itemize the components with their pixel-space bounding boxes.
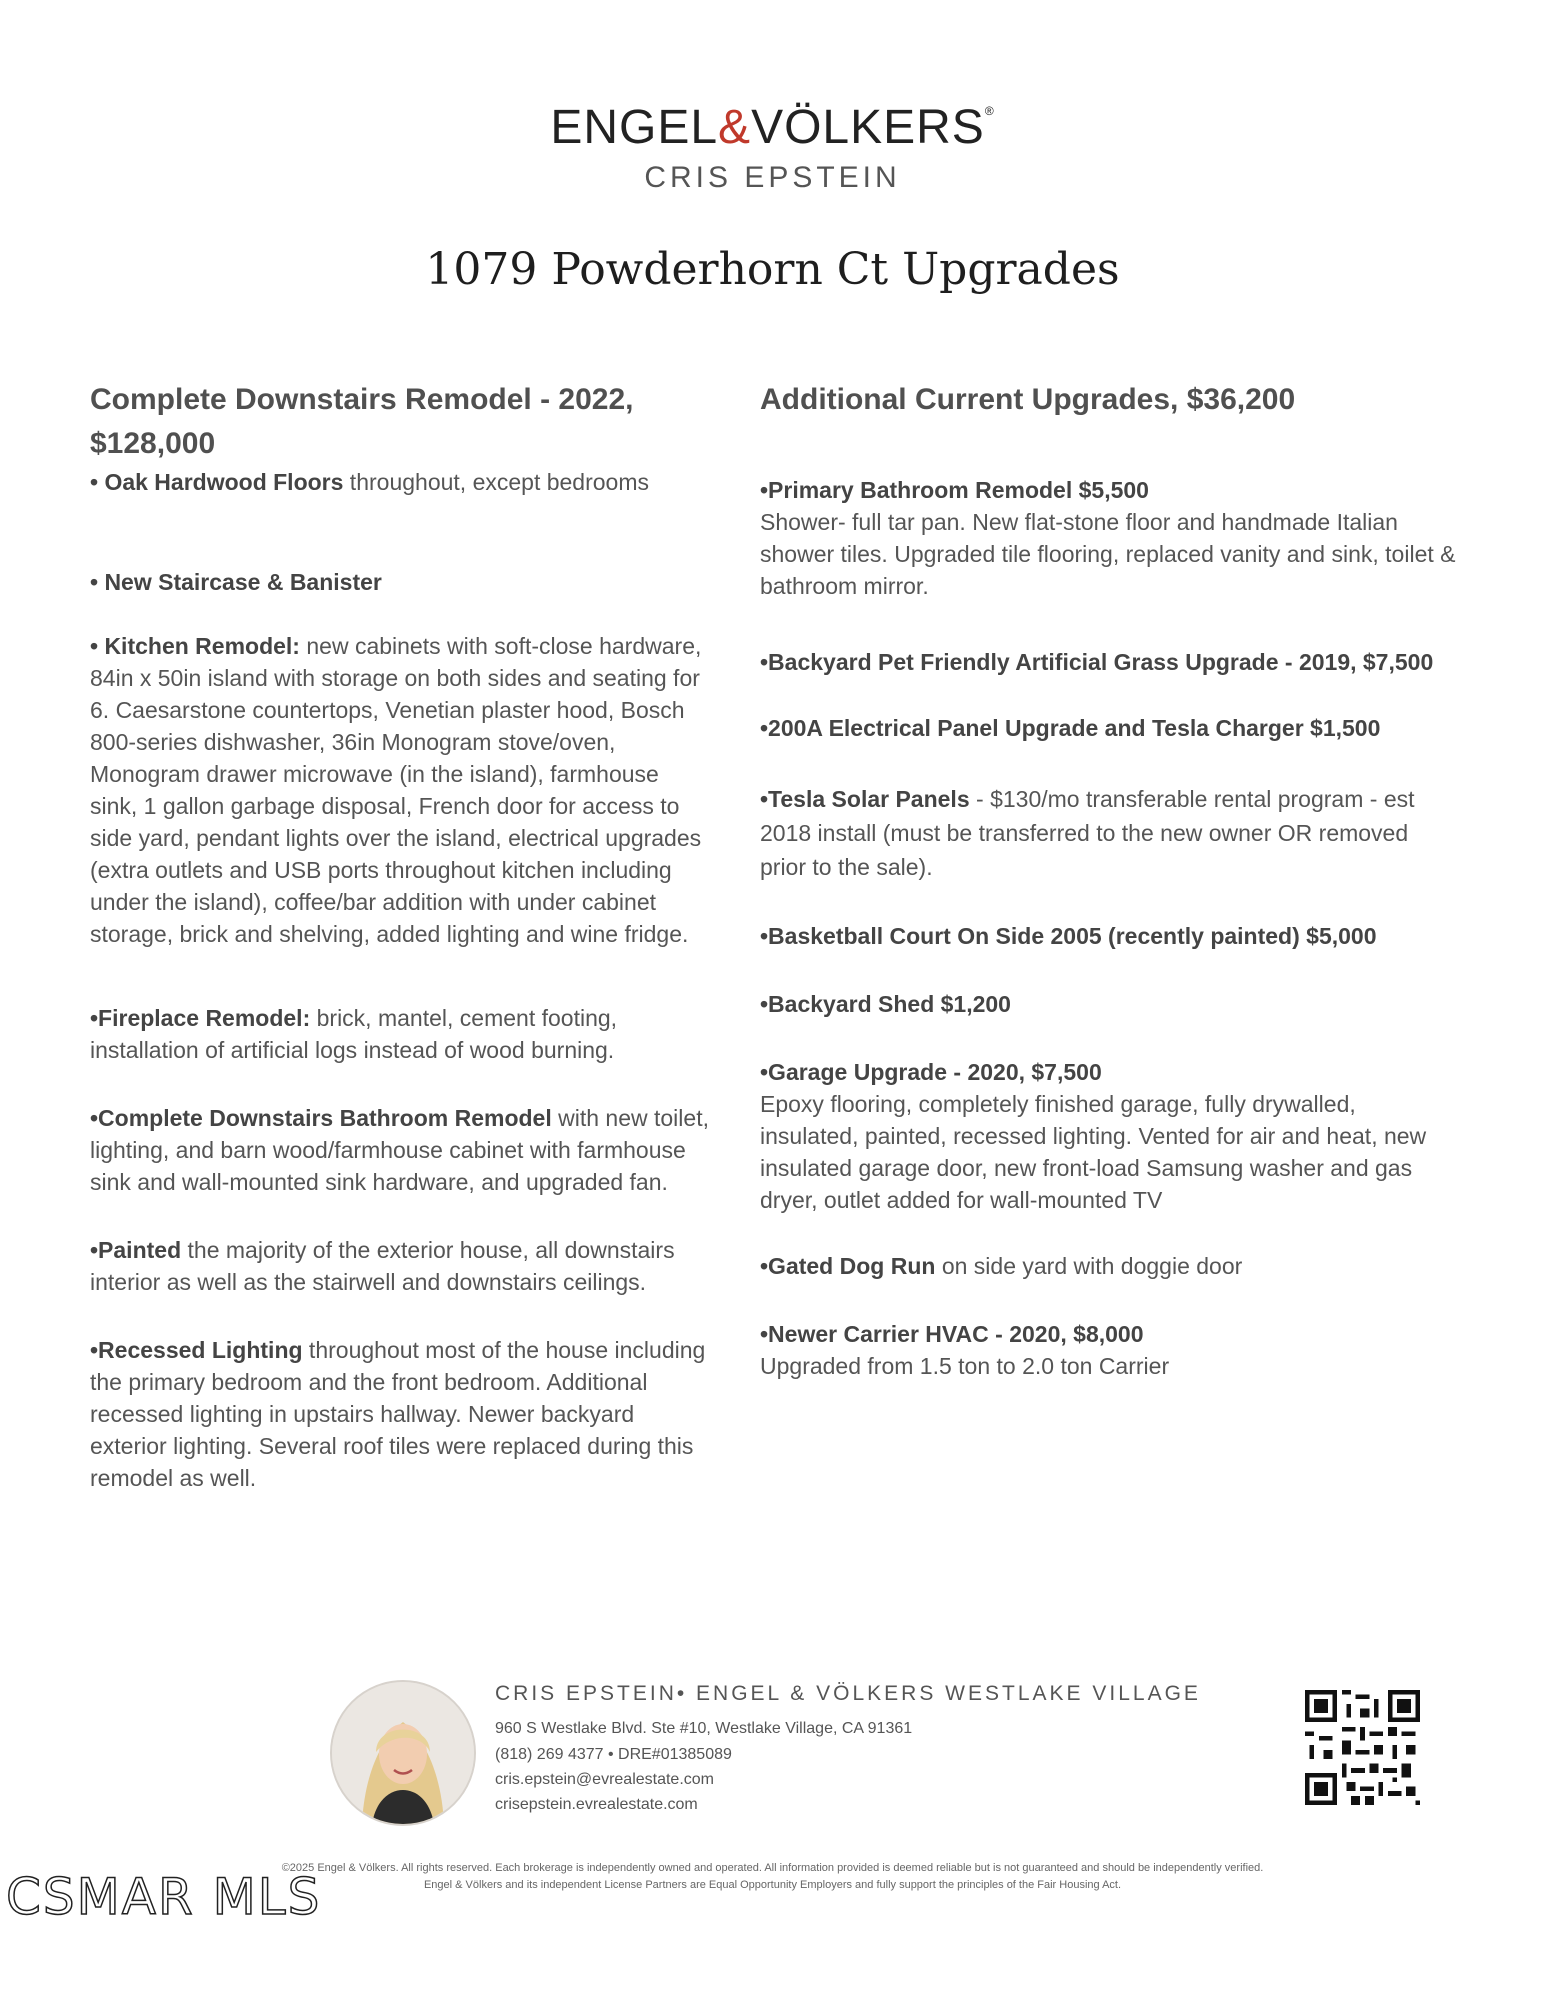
agent-footer bbox=[330, 1680, 1430, 1830]
footer-email[interactable]: cris.epstein@evrealestate.com bbox=[495, 1771, 714, 1788]
item-title: •Backyard Shed $1,200 bbox=[760, 991, 1011, 1017]
item-title: •Newer Carrier HVAC - 2020, $8,000 bbox=[760, 1321, 1144, 1347]
item-text: brick, mantel, cement footing, installation of artificial logs instead of wood burning. bbox=[90, 1005, 618, 1063]
item-title: •Basketball Court On Side 2005 (recently painted) $5,000 bbox=[760, 923, 1377, 949]
item-title: •Tesla Solar Panels bbox=[760, 786, 970, 812]
item-description: Epoxy flooring, completely finished garage, fully drywalled, insulated, painted, recessed lighting. Vented for air and heat, new insulated garage door, new front-load Samsung washer and gas dryer, outlet added for wall-mounted TV bbox=[760, 1091, 1427, 1213]
item-title: •Fireplace Remodel: bbox=[90, 1005, 311, 1031]
item-text: the majority of the exterior house, all downstairs interior as well as the stairwell and downstairs ceilings. bbox=[90, 1237, 675, 1295]
list-item bbox=[760, 1056, 1460, 1216]
list-item bbox=[760, 1318, 1460, 1382]
brand-header bbox=[0, 100, 1545, 195]
avatar-portrait-icon bbox=[332, 1682, 474, 1824]
item-title: •200A Electrical Panel Upgrade and Tesla Charger $1,500 bbox=[760, 715, 1381, 741]
right-heading: Additional Current Upgrades, $36,200 bbox=[760, 383, 1296, 416]
left-heading: Complete Downstairs Remodel - 2022, $128,000 bbox=[90, 383, 634, 460]
legal-line-2: Engel & Völkers and its independent License Partners are Equal Opportunity Employers and fully support the principles of the Fair Housing Act. bbox=[423, 1879, 1122, 1891]
footer-address: 960 S Westlake Blvd. Ste #10, Westlake Village, CA 91361 bbox=[495, 1720, 913, 1737]
item-title: •Complete Downstairs Bathroom Remodel bbox=[90, 1105, 552, 1131]
footer-agent-brokerage: CRIS EPSTEIN• ENGEL & VÖLKERS WESTLAKE VILLAGE bbox=[495, 1682, 1201, 1705]
list-item bbox=[760, 644, 1460, 680]
legal-line-1: ©2025 Engel & Völkers. All rights reserved. Each brokerage is independently owned and operated. All information provided is deemed reliable but is not guaranteed and should be independently verified. bbox=[281, 1862, 1264, 1874]
list-item bbox=[90, 630, 710, 950]
right-column bbox=[760, 378, 1460, 1382]
footer-website[interactable]: crisepstein.evrealestate.com bbox=[495, 1796, 698, 1813]
item-text: throughout most of the house including the primary bedroom and the front bedroom. Additional recessed lighting in upstairs hallway. Newer backyard exterior lighting. Several roof tiles were replaced during this remodel as well. bbox=[90, 1337, 706, 1491]
list-item bbox=[760, 920, 1460, 952]
item-title: •Gated Dog Run bbox=[760, 1253, 936, 1279]
agent-name: CRIS EPSTEIN bbox=[644, 161, 901, 194]
list-item bbox=[760, 474, 1460, 602]
item-description: Upgraded from 1.5 ton to 2.0 ton Carrier bbox=[760, 1353, 1170, 1379]
item-title: • Oak Hardwood Floors bbox=[90, 469, 344, 495]
item-text: throughout, except bedrooms bbox=[343, 469, 650, 495]
list-item bbox=[760, 988, 1460, 1020]
list-item bbox=[760, 712, 1460, 744]
item-text: - $130/mo transferable rental program - est 2018 install (must be transferred to the new owner OR removed prior to the sale). bbox=[760, 786, 1415, 880]
item-text: with new toilet, lighting, and barn wood/farmhouse cabinet with farmhouse sink and wall-mounted sink hardware, and upgraded fan. bbox=[90, 1105, 709, 1195]
item-title: • Kitchen Remodel: bbox=[90, 633, 300, 659]
item-title: •Painted bbox=[90, 1237, 182, 1263]
item-title: •Primary Bathroom Remodel $5,500 bbox=[760, 477, 1149, 503]
page-title: 1079 Powderhorn Ct Upgrades bbox=[425, 244, 1120, 295]
watermark: CSMAR MLS bbox=[6, 1868, 322, 1926]
list-item bbox=[90, 1334, 710, 1494]
avatar bbox=[330, 1680, 476, 1826]
item-description: Shower- full tar pan. New flat-stone floor and handmade Italian shower tiles. Upgraded tile flooring, replaced vanity and sink, toilet & bathroom mirror. bbox=[760, 509, 1456, 599]
logo-right: VÖLKERS bbox=[751, 101, 985, 154]
item-title: •Garage Upgrade - 2020, $7,500 bbox=[760, 1059, 1102, 1085]
list-item bbox=[760, 782, 1460, 884]
item-title: •Backyard Pet Friendly Artificial Grass Upgrade - 2019, $7,500 bbox=[760, 649, 1434, 675]
list-item bbox=[760, 1250, 1460, 1282]
item-title: • New Staircase & Banister bbox=[90, 569, 382, 595]
left-column bbox=[90, 378, 710, 1494]
logo-registered: ® bbox=[984, 104, 995, 118]
qr-code-icon[interactable] bbox=[1305, 1690, 1420, 1805]
list-item bbox=[90, 1102, 710, 1198]
list-item bbox=[90, 1002, 710, 1066]
item-title: •Recessed Lighting bbox=[90, 1337, 303, 1363]
logo-ampersand: & bbox=[718, 101, 752, 154]
brand-logo bbox=[0, 100, 1545, 155]
item-text: new cabinets with soft-close hardware, 84in x 50in island with storage on both sides and seating for 6. Caesarstone countertops, Venetian plaster hood, Bosch 800-series dishwasher, 36in Monogram stove/oven, Monogram drawer microwave (in the island), farmhouse sink, 1 gallon garbage disposal, French door for access to side yard, pendant lights over the island, electrical upgrades (extra outlets and USB ports throughout kitchen including under the island), coffee/bar addition with under cabinet storage, brick and shelving, added lighting and wine fridge. bbox=[90, 633, 702, 947]
logo-left: ENGEL bbox=[550, 101, 719, 154]
list-item bbox=[90, 1234, 710, 1298]
list-item bbox=[90, 466, 710, 498]
item-text: on side yard with doggie door bbox=[935, 1253, 1243, 1279]
list-item bbox=[90, 566, 710, 598]
footer-phone[interactable]: (818) 269 4377 • DRE#01385089 bbox=[495, 1746, 732, 1763]
